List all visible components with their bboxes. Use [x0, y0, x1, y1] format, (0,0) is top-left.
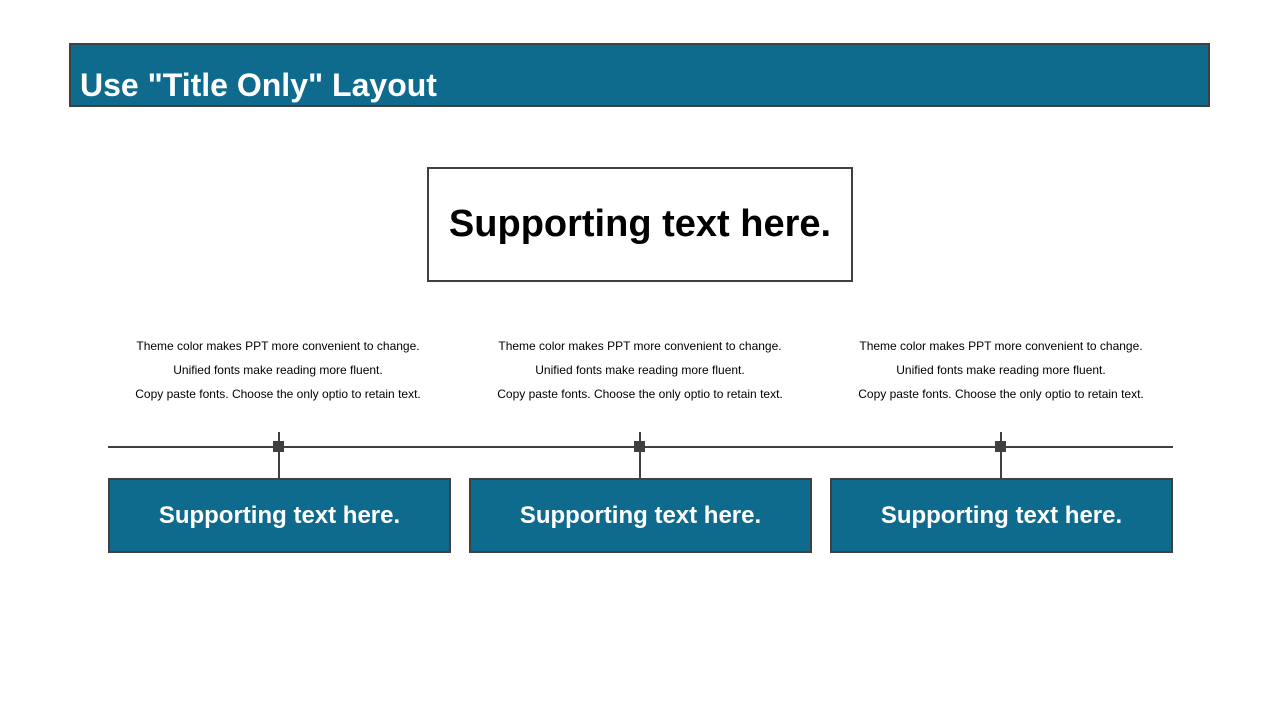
- column-2-line-1: Theme color makes PPT more convenient to change.: [498, 339, 782, 353]
- slide-title[interactable]: Use "Title Only" Layout: [80, 67, 437, 103]
- column-3-line-1: Theme color makes PPT more convenient to change.: [859, 339, 1143, 353]
- timeline-node-1: [273, 441, 284, 452]
- title-bar: [69, 43, 1210, 107]
- timeline-connector-3: [1000, 448, 1002, 479]
- timeline-node-3: [995, 441, 1006, 452]
- bottom-box-2[interactable]: [469, 478, 812, 553]
- timeline-connector-2: [639, 448, 641, 479]
- column-3-line-2: Unified fonts make reading more fluent.: [896, 363, 1106, 377]
- center-text-box[interactable]: [427, 167, 853, 282]
- column-2-text[interactable]: [470, 334, 810, 406]
- timeline-connector-1: [278, 448, 280, 479]
- column-3-line-3: Copy paste fonts. Choose the only optio to retain text.: [858, 387, 1144, 401]
- bottom-box-2-label: Supporting text here.: [519, 501, 762, 529]
- timeline-node-2: [634, 441, 645, 452]
- bottom-box-3[interactable]: [830, 478, 1173, 553]
- bottom-box-3-label: Supporting text here.: [880, 501, 1123, 529]
- column-2-line-2: Unified fonts make reading more fluent.: [535, 363, 745, 377]
- column-2-line-3: Copy paste fonts. Choose the only optio to retain text.: [497, 387, 783, 401]
- bottom-box-1[interactable]: [108, 478, 451, 553]
- center-label: Supporting text here.: [448, 203, 832, 245]
- column-1-line-1: Theme color makes PPT more convenient to change.: [136, 339, 420, 353]
- column-3-text[interactable]: [831, 334, 1171, 406]
- column-1-text[interactable]: [108, 334, 448, 406]
- column-1-line-3: Copy paste fonts. Choose the only optio to retain text.: [135, 387, 421, 401]
- column-1-line-2: Unified fonts make reading more fluent.: [173, 363, 383, 377]
- bottom-box-1-label: Supporting text here.: [158, 501, 401, 529]
